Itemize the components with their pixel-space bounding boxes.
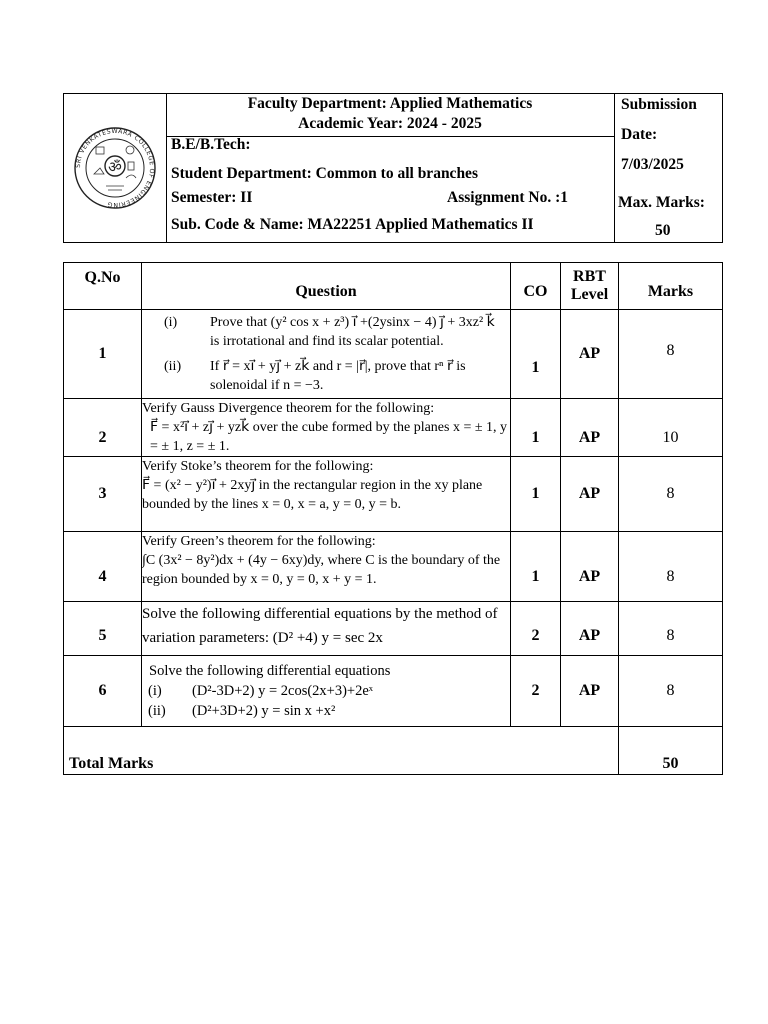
academic-year: Academic Year: 2024 - 2025 — [298, 115, 482, 132]
semester: Semester: II — [171, 189, 253, 206]
question-part — [142, 681, 510, 701]
question-number: 5 — [64, 602, 142, 656]
co-value: 1 — [511, 532, 561, 602]
header-right — [614, 94, 723, 242]
question-part — [142, 313, 510, 351]
question-number: 6 — [64, 656, 142, 727]
table-row — [64, 656, 723, 727]
marks-value: 8 — [619, 602, 723, 656]
part-text: Prove that (y² cos x + z³) i⃗ +(2ysinx − 4) j⃗ + 3xz² k⃗ is irrotational and find its scalar potential. — [210, 315, 495, 349]
marks-value: 8 — [619, 457, 723, 532]
marks-value: 8 — [619, 310, 723, 399]
total-value: 50 — [619, 727, 723, 775]
svg-text:ॐ: ॐ — [108, 158, 122, 176]
part-label: (ii) — [148, 703, 166, 719]
table-row — [64, 602, 723, 656]
subject-code-name: Sub. Code & Name: MA22251 Applied Mathematics II — [171, 216, 534, 233]
header-rbt: RBT Level — [561, 263, 619, 310]
part-text: (D²-3D+2) y = 2cos(2x+3)+2eˣ — [192, 683, 373, 699]
faculty-department: Faculty Department: Applied Mathematics — [247, 95, 533, 112]
table-header-row — [64, 263, 723, 310]
rbt-value: AP — [561, 310, 619, 399]
table-row — [64, 399, 723, 457]
rbt-value: AP — [561, 532, 619, 602]
table-row — [64, 457, 723, 532]
question-table — [63, 262, 723, 775]
question-line-2: ∫C (3x² − 8y²)dx + (4y − 6xy)dy, where C is the boundary of the region bounded by x = 0, y = 0, x + y = 1. — [142, 553, 501, 587]
question-number: 4 — [64, 532, 142, 602]
part-text: If r⃗ = xi⃗ + yj⃗ + zk⃗ and r = |r⃗|, prove that rⁿ r⃗ is solenoidal if n = −3. — [210, 359, 466, 393]
date-label: Date: — [621, 126, 658, 143]
question-line-2: F⃗ = x²i⃗ + zj⃗ + yzk⃗ over the cube formed by the planes x = ± 1, y = ± 1, z = ± 1. — [150, 420, 508, 454]
question-text — [142, 457, 511, 532]
logo-ring-text: SRI VENKATESWARA COLLEGE OF ENGINEERING — [74, 127, 156, 209]
part-text: (D²+3D+2) y = sin x +x² — [192, 703, 336, 719]
table-row — [64, 532, 723, 602]
max-marks-value: 50 — [655, 222, 671, 239]
question-number: 1 — [64, 310, 142, 399]
assignment-header — [63, 93, 723, 243]
degree: B.E/B.Tech: — [171, 136, 251, 153]
question-line-2: variation parameters: (D² +4) y = sec 2x — [142, 630, 383, 646]
question-line-1: Verify Stoke’s theorem for the following: — [142, 459, 374, 474]
question-line-1: Solve the following differential equations by the method of — [142, 606, 498, 622]
question-text — [142, 532, 511, 602]
part-label: (ii) — [164, 359, 182, 374]
marks-value: 8 — [619, 532, 723, 602]
question-line-1: Verify Green’s theorem for the following: — [142, 534, 376, 549]
total-label: Total Marks — [64, 727, 619, 775]
student-department: Student Department: Common to all branches — [171, 165, 478, 182]
max-marks-label: Max. Marks: — [618, 194, 705, 211]
co-value: 2 — [511, 656, 561, 727]
co-value: 1 — [511, 457, 561, 532]
table-row — [64, 310, 723, 399]
question-line-1: Verify Gauss Divergence theorem for the following: — [142, 401, 435, 416]
question-number: 3 — [64, 457, 142, 532]
header-middle — [166, 94, 614, 242]
college-logo — [64, 94, 166, 242]
question-number: 2 — [64, 399, 142, 457]
submission-label: Submission — [621, 96, 697, 113]
header-title-block — [166, 94, 614, 137]
header-marks: Marks — [619, 263, 723, 310]
question-part — [142, 357, 510, 395]
co-value: 1 — [511, 399, 561, 457]
marks-value: 8 — [619, 656, 723, 727]
co-value: 2 — [511, 602, 561, 656]
total-row — [64, 727, 723, 775]
question-text — [142, 310, 511, 399]
question-text — [142, 602, 511, 656]
marks-value: 10 — [619, 399, 723, 457]
rbt-value: AP — [561, 399, 619, 457]
co-value: 1 — [511, 310, 561, 399]
header-qno: Q.No — [64, 263, 142, 310]
question-line-2: F⃗ = (x² − y²)i⃗ + 2xyj⃗ in the rectangular region in the xy plane bounded by the lines x = 0, x = a, y = 0, y = b. — [142, 478, 483, 512]
logo-cell — [64, 94, 167, 242]
header-question: Question — [142, 263, 511, 310]
rbt-value: AP — [561, 602, 619, 656]
date-value: 7/03/2025 — [621, 156, 684, 173]
header-co: CO — [511, 263, 561, 310]
question-line-1: Solve the following differential equations — [149, 663, 391, 679]
rbt-value: AP — [561, 457, 619, 532]
rbt-value: AP — [561, 656, 619, 727]
question-text — [142, 656, 511, 727]
part-label: (i) — [164, 315, 178, 330]
question-part — [142, 701, 510, 721]
assignment-no: Assignment No. :1 — [447, 189, 568, 206]
part-label: (i) — [148, 683, 162, 699]
question-text — [142, 399, 511, 457]
